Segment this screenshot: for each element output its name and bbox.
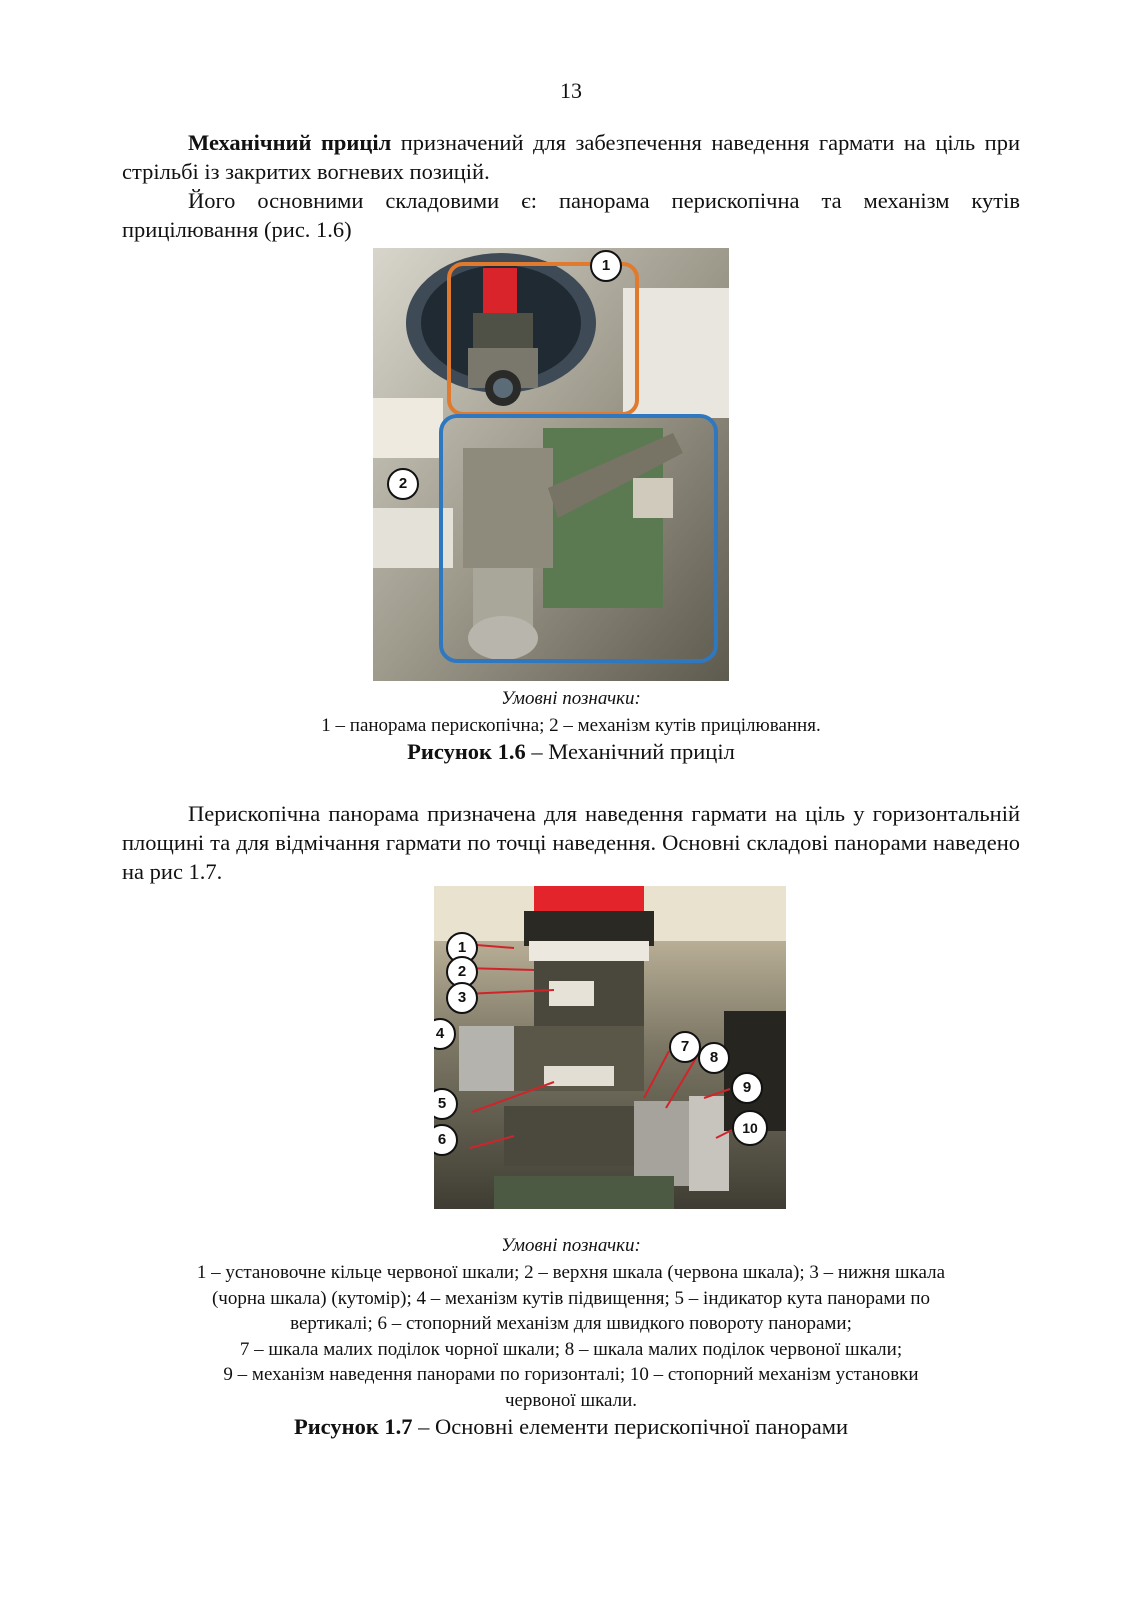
legend-line: вертикалі; 6 – стопорний механізм для швидкого повороту панорами; [290, 1313, 852, 1334]
figure-1-6-legend: 1 – панорама перископічна; 2 – механізм кутів прицілювання. [321, 715, 821, 736]
term-mechanical-sight: Механічний приціл [188, 130, 392, 155]
callout-3: 3 [446, 982, 478, 1014]
legend-line: червоної шкали. [504, 1389, 638, 1411]
callout-5: 5 [434, 1088, 458, 1120]
figure-1-7-legend [110, 1260, 1032, 1413]
callout-8: 8 [698, 1042, 730, 1074]
callout-4: 4 [434, 1018, 456, 1050]
callout-6: 6 [434, 1124, 458, 1156]
figure-1-6-legend-title: Умовні позначки: [501, 688, 641, 709]
figure-1-6-photo [373, 248, 729, 681]
paragraph-mechanical-sight [122, 128, 1020, 186]
legend-line: 1 – установочне кільце червоної шкали; 2 – верхня шкала (червона шкала); 3 – нижня шкала [196, 1262, 946, 1283]
callout-2: 2 [387, 468, 419, 500]
callout-2: 2 [446, 956, 478, 988]
figure-1-6-number: Рисунок 1.6 [407, 739, 526, 764]
legend-line: (чорна шкала) (кутомір); 4 – механізм кутів підвищення; 5 – індикатор кута панорами по [211, 1287, 931, 1309]
callout-1: 1 [590, 250, 622, 282]
paragraph-mechanical-sight-text: призначений для забезпечення наведення гармати на ціль при стрільбі із закритих вогневих позицій. [122, 130, 1020, 184]
figure-1-7-number: Рисунок 1.7 [293, 1414, 413, 1439]
callout-7: 7 [669, 1031, 701, 1063]
figure-1-6-title-text: – Механічний приціл [525, 739, 735, 764]
figure-1-7-photo [434, 886, 786, 1209]
figure-1-6-title [0, 739, 1142, 765]
mechanical-sight-photo [373, 248, 729, 681]
page-number: 13 [560, 78, 582, 103]
periscopic-panorama-photo [434, 886, 786, 1209]
callout-9: 9 [731, 1072, 763, 1104]
paragraph-components: Його основними складовими є: панорама перископічна та механізм кутів прицілювання (рис. 1.6) [122, 188, 1020, 242]
figure-1-7-title [0, 1414, 1142, 1440]
legend-line: 7 – шкала малих поділок чорної шкали; 8 – шкала малих поділок червоної шкали; [239, 1338, 903, 1360]
paragraph-panorama: Перископічна панорама призначена для наведення гармати на ціль у горизонтальній площині та для відмічання гармати по точці наведення. Основні складові панорами наведено на рис 1.7. [122, 801, 1020, 884]
figure-1-7-title-text: – Основні елементи перископічної панорами [412, 1414, 849, 1439]
legend-line: 9 – механізм наведення панорами по горизонталі; 10 – стопорний механізм установки [223, 1364, 919, 1385]
callout-10: 10 [732, 1110, 768, 1146]
figure-1-7-legend-title: Умовні позначки: [501, 1235, 641, 1256]
callout-1: 1 [446, 932, 478, 964]
